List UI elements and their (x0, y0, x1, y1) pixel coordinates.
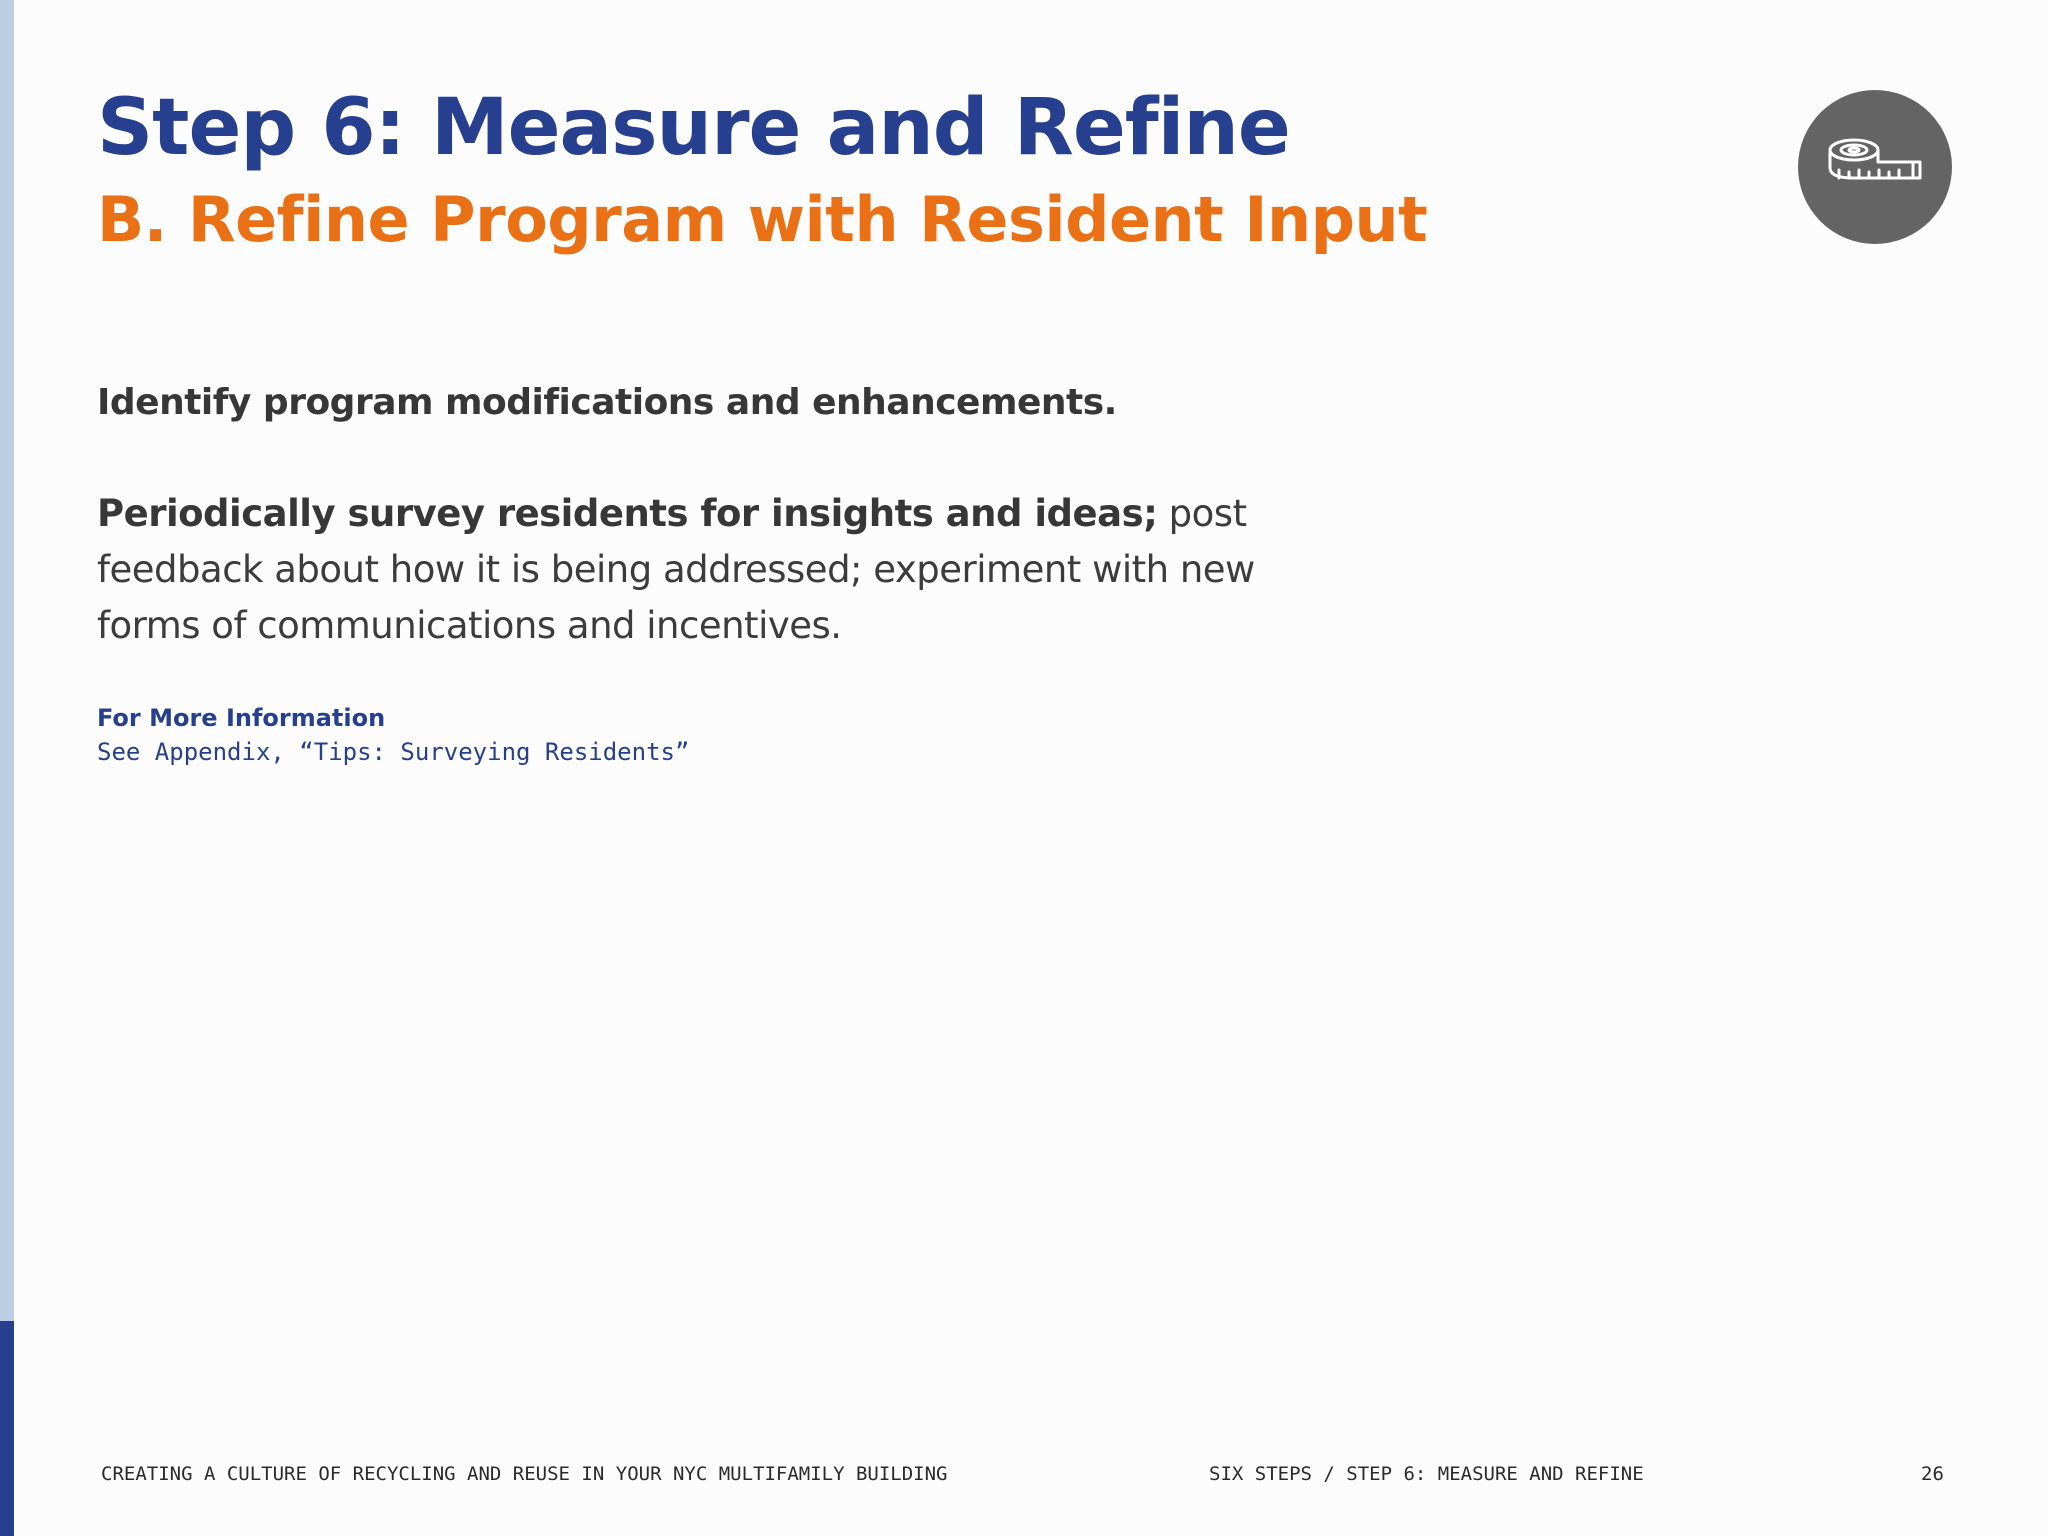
body-emphasis: Periodically survey residents for insights and ideas; (97, 492, 1158, 535)
step-badge (1798, 90, 1952, 244)
more-info-heading: For More Information (97, 704, 386, 732)
body-text: post feedback about how it is being addressed; experiment with new forms of communications and incentives. (97, 492, 1255, 647)
page-title: Step 6: Measure and Refine (97, 83, 1290, 173)
lead-statement: Identify program modifications and enhancements. (97, 382, 1117, 423)
body-paragraph (97, 486, 1357, 654)
appendix-reference-link[interactable]: See Appendix, “Tips: Surveying Residents” (97, 738, 690, 766)
side-accent-bar (0, 0, 14, 1321)
measuring-tape-icon (1827, 138, 1923, 196)
page-number: 26 (1921, 1463, 1944, 1485)
side-accent-bar-bottom (0, 1321, 14, 1536)
page-subtitle: B. Refine Program with Resident Input (97, 183, 1428, 256)
footer-section: SIX STEPS / STEP 6: MEASURE AND REFINE (1209, 1463, 1644, 1485)
footer-document-title: CREATING A CULTURE OF RECYCLING AND REUSE IN YOUR NYC MULTIFAMILY BUILDING (101, 1463, 948, 1485)
